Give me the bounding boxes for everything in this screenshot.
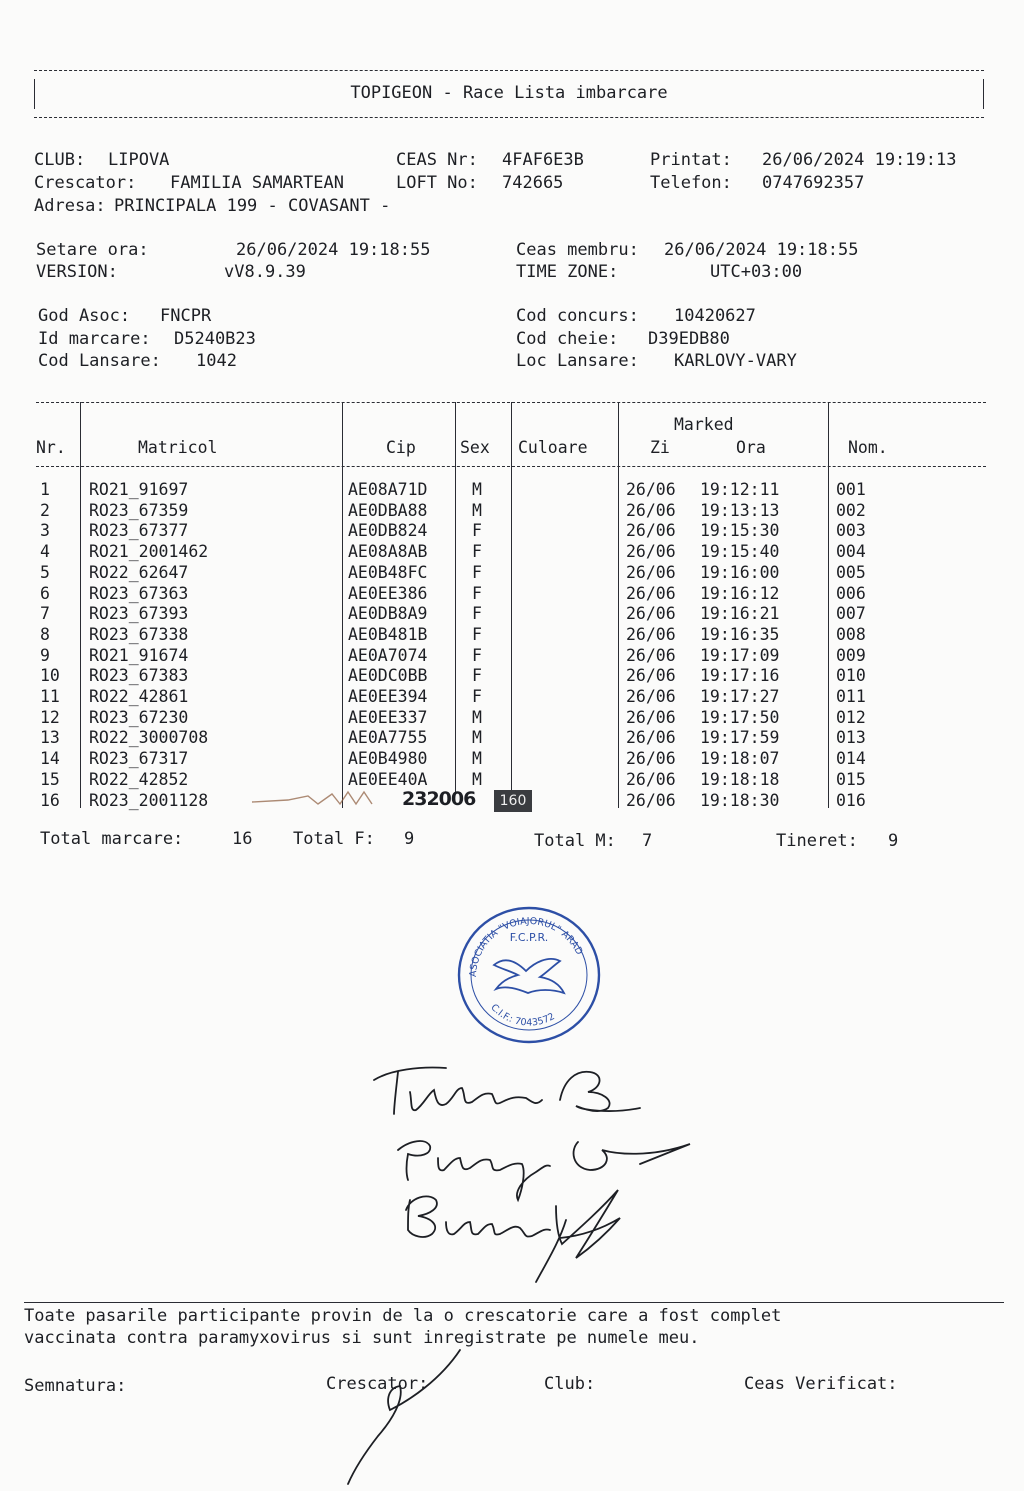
row-nom: 002 [836, 500, 866, 520]
row-cip: AE0DC0BB [348, 666, 428, 686]
row-ora: 19:13:13 [700, 500, 780, 520]
timezone-label: TIME ZONE: [516, 262, 619, 282]
loft-label: LOFT No: [396, 173, 478, 193]
row-ora: 19:16:35 [700, 624, 780, 644]
row-matricol: RO23_67393 [89, 604, 189, 624]
ceas-membru-value: 26/06/2024 19:18:55 [664, 240, 859, 260]
row-nom: 007 [836, 604, 866, 624]
declaration-line-2: vaccinata contra paramyxovirus si sunt inregistrate pe numele meu. [24, 1328, 700, 1348]
row-cip: AE0DB8A9 [348, 604, 428, 624]
crescator-sign-label: Crescator: [326, 1374, 429, 1394]
ceas-value: 4FAF6E3B [502, 150, 584, 170]
row-cip: AE0EE40A [348, 769, 428, 789]
row-nom: 003 [836, 521, 866, 541]
row-zi: 26/06 [626, 707, 676, 727]
col-divider [618, 402, 619, 808]
col-divider [342, 402, 343, 808]
row-zi: 26/06 [626, 604, 676, 624]
row-sex: F [472, 604, 482, 624]
row-zi: 26/06 [626, 645, 676, 665]
row-nom: 014 [836, 749, 866, 769]
row-matricol: RO23_67317 [89, 749, 189, 769]
declaration-line-1: Toate pasarile participante provin de la o crescatorie care a fost complet [24, 1306, 782, 1326]
row-cip: AE08A8AB [348, 542, 428, 562]
row-nom: 011 [836, 687, 866, 706]
id-marcare-label: Id marcare: [38, 329, 151, 349]
row-matricol: RO21_91674 [89, 645, 189, 665]
crescator-label: Crescator: [34, 173, 137, 193]
row-matricol: RO22_42861 [89, 687, 189, 706]
row-sex: F [472, 562, 482, 582]
row-cip: AE0EE386 [348, 583, 428, 603]
footer-rule [24, 1302, 1004, 1303]
row-sex: M [472, 480, 482, 499]
col-header-ora: Ora [736, 438, 766, 457]
row-zi: 26/06 [626, 749, 676, 769]
row-ora: 19:17:50 [700, 707, 780, 727]
ceas-verificat-label: Ceas Verificat: [744, 1374, 898, 1394]
row-nr: 1 [40, 480, 50, 499]
row-sex: M [472, 707, 482, 727]
row-nr: 2 [40, 500, 50, 520]
crescator-signature [330, 1340, 490, 1486]
ceas-membru-label: Ceas membru: [516, 240, 639, 260]
col-header-nr: Nr. [36, 438, 66, 457]
row-nr: 9 [40, 645, 50, 665]
club-value: LIPOVA [108, 150, 170, 170]
loc-lansare-value: KARLOVY-VARY [674, 351, 797, 371]
printat-label: Printat: [650, 150, 732, 170]
row-cip: AE0DBA88 [348, 500, 428, 520]
row-matricol: RO23_67377 [89, 521, 189, 541]
row-zi: 26/06 [626, 728, 676, 748]
row-sex: F [472, 687, 482, 706]
ceas-label: CEAS Nr: [396, 150, 478, 170]
cod-cheie-label: Cod cheie: [516, 329, 619, 349]
row-ora: 19:16:21 [700, 604, 780, 624]
col-header-marked: Marked [674, 415, 734, 434]
row-ora: 19:16:12 [700, 583, 780, 603]
row-cip: AE0A7755 [348, 728, 428, 748]
telefon-value: 0747692357 [762, 173, 865, 193]
col-header-zi: Zi [650, 438, 670, 457]
row-nr: 6 [40, 583, 50, 603]
row-ora: 19:15:40 [700, 542, 780, 562]
col-header-nom: Nom. [848, 438, 888, 457]
signatures [350, 1040, 770, 1290]
row-nom: 006 [836, 583, 866, 603]
row-zi: 26/06 [626, 583, 676, 603]
row-matricol: RO23_67230 [89, 707, 189, 727]
row-nom: 012 [836, 707, 866, 727]
version-label: VERSION: [36, 262, 118, 282]
row-cip: AE0EE394 [348, 687, 428, 706]
row-zi: 26/06 [626, 666, 676, 686]
total-f-value: 9 [404, 829, 415, 849]
setare-value: 26/06/2024 19:18:55 [236, 240, 431, 260]
signature-stroke [374, 1068, 446, 1081]
row-sex: M [472, 769, 482, 789]
cod-concurs-value: 10420627 [674, 306, 756, 326]
cod-lansare-label: Cod Lansare: [38, 351, 161, 371]
row-nom: 010 [836, 666, 866, 686]
row-zi: 26/06 [626, 521, 676, 541]
row-ora: 19:17:09 [700, 645, 780, 665]
stamp-bottom-text: C.I.F.: 7043572 [488, 1002, 557, 1029]
row-matricol: RO22_3000708 [89, 728, 209, 748]
row-ora: 19:18:30 [700, 790, 780, 810]
row-cip: AE0B48FC [348, 562, 428, 582]
row-zi: 26/06 [626, 790, 676, 810]
stamp-top-text: ASOCIATIA "VOIAJORUL" ARAD [467, 915, 585, 978]
god-label: God Asoc: [38, 306, 131, 326]
row-nr: 7 [40, 604, 50, 624]
col-divider [828, 402, 829, 808]
row-cip: AE0DB824 [348, 521, 428, 541]
row-nom: 008 [836, 624, 866, 644]
row-ora: 19:15:30 [700, 521, 780, 541]
row-zi: 26/06 [626, 480, 676, 499]
row-sex: M [472, 728, 482, 748]
tineret-value: 9 [888, 831, 899, 851]
club-label: CLUB: [34, 150, 86, 170]
row-nom: 004 [836, 542, 866, 562]
ring-sticker-suffix: 160 [494, 790, 532, 812]
club-stamp [456, 905, 602, 1045]
row-cip: AE0B4980 [348, 749, 428, 769]
row-nr: 16 [40, 790, 60, 810]
row-ora: 19:17:27 [700, 687, 780, 706]
row-matricol: RO23_67359 [89, 500, 189, 520]
loft-value: 742665 [502, 173, 564, 193]
row-ora: 19:12:11 [700, 480, 780, 499]
row-sex: F [472, 624, 482, 644]
row-zi: 26/06 [626, 542, 676, 562]
row-ora: 19:18:18 [700, 769, 780, 789]
col-divider [511, 402, 512, 794]
row-matricol: RO23_2001128 [89, 790, 209, 810]
col-header-sex: Sex [460, 438, 490, 457]
adresa-value: PRINCIPALA 199 - COVASANT - [114, 196, 391, 216]
row-zi: 26/06 [626, 562, 676, 582]
version-value: vV8.9.39 [224, 262, 306, 282]
row-ora: 19:17:59 [700, 728, 780, 748]
semnatura-label: Semnatura: [24, 1376, 127, 1396]
row-nr: 14 [40, 749, 60, 769]
cod-cheie-value: D39EDB80 [648, 329, 730, 349]
total-marcare-value: 16 [232, 829, 253, 849]
col-divider [80, 402, 81, 808]
stamp-center-text: F.C.P.R. [509, 931, 549, 944]
row-cip: AE08A71D [348, 480, 428, 499]
row-matricol: RO23_67383 [89, 666, 189, 686]
total-m-label: Total M: [534, 831, 616, 851]
row-ora: 19:16:00 [700, 562, 780, 582]
god-value: FNCPR [160, 306, 212, 326]
row-zi: 26/06 [626, 769, 676, 789]
setare-label: Setare ora: [36, 240, 149, 260]
adresa-label: Adresa: [34, 196, 106, 216]
row-sex: F [472, 583, 482, 603]
dove-icon [494, 959, 564, 993]
row-cip: AE0A7074 [348, 645, 428, 665]
crescator-value: FAMILIA SAMARTEAN [170, 173, 344, 193]
cod-lansare-value: 1042 [196, 351, 237, 371]
row-ora: 19:18:07 [700, 749, 780, 769]
row-matricol: RO23_67363 [89, 583, 189, 603]
row-nr: 10 [40, 666, 60, 686]
telefon-label: Telefon: [650, 173, 732, 193]
total-f-label: Total F: [293, 829, 375, 849]
tineret-label: Tineret: [776, 831, 858, 851]
row-sex: F [472, 666, 482, 686]
row-nr: 5 [40, 562, 50, 582]
row-nom: 001 [836, 480, 866, 499]
row-matricol: RO22_62647 [89, 562, 189, 582]
club-sign-label: Club: [544, 1374, 596, 1394]
row-sex: F [472, 542, 482, 562]
header-box [34, 70, 984, 118]
col-header-matricol: Matricol [138, 438, 218, 457]
row-nr: 11 [40, 687, 60, 706]
svg-text:C.I.F.: 7043572 [488, 1002, 556, 1028]
row-nr: 4 [40, 542, 50, 562]
row-matricol: RO21_91697 [89, 480, 189, 499]
col-header-culoare: Culoare [518, 438, 588, 457]
row-zi: 26/06 [626, 687, 676, 706]
loc-lansare-label: Loc Lansare: [516, 351, 639, 371]
ring-sticker-number: 232006 [402, 788, 476, 810]
row-nr: 3 [40, 521, 50, 541]
row-nom: 013 [836, 728, 866, 748]
row-nr: 13 [40, 728, 60, 748]
row-ora: 19:17:16 [700, 666, 780, 686]
row-cip: AE0EE337 [348, 707, 428, 727]
row-sex: M [472, 749, 482, 769]
cod-concurs-label: Cod concurs: [516, 306, 639, 326]
document-title: TOPIGEON - Race Lista imbarcare [350, 83, 668, 103]
printat-value: 26/06/2024 19:19:13 [762, 150, 957, 170]
timezone-value: UTC+03:00 [710, 262, 803, 282]
col-divider [455, 402, 456, 794]
row-nom: 009 [836, 645, 866, 665]
row-nom: 005 [836, 562, 866, 582]
svg-text:ASOCIATIA "VOIAJORUL" ARAD [468, 916, 585, 977]
col-header-cip: Cip [386, 438, 416, 457]
row-nr: 15 [40, 769, 60, 789]
row-sex: F [472, 645, 482, 665]
row-nom: 016 [836, 790, 866, 810]
id-marcare-value: D5240B23 [174, 329, 256, 349]
row-sex: M [472, 500, 482, 520]
row-nom: 015 [836, 769, 866, 789]
row-zi: 26/06 [626, 624, 676, 644]
row-nr: 8 [40, 624, 50, 644]
row-sex: F [472, 521, 482, 541]
total-m-value: 7 [642, 831, 653, 851]
row-matricol: RO23_67338 [89, 624, 189, 644]
row-nr: 12 [40, 707, 60, 727]
row-matricol: RO21_2001462 [89, 542, 209, 562]
row-matricol: RO22_42852 [89, 769, 189, 789]
row-cip: AE0B481B [348, 624, 428, 644]
row-zi: 26/06 [626, 500, 676, 520]
total-marcare-label: Total marcare: [40, 829, 184, 849]
